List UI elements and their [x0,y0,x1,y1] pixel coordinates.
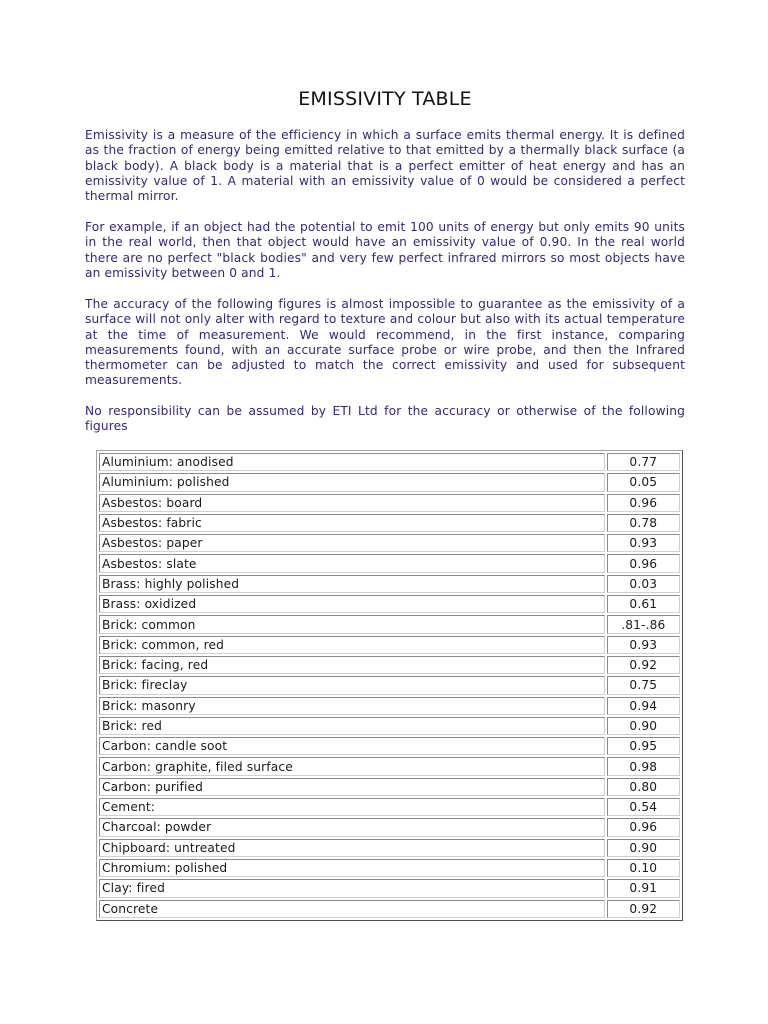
emissivity-value-cell: 0.92 [607,900,680,918]
emissivity-value-cell: 0.94 [607,697,680,715]
material-cell: Carbon: purified [99,778,605,796]
table-row [99,818,680,836]
emissivity-value-cell: 0.61 [607,595,680,613]
emissivity-value-cell: 0.91 [607,879,680,897]
table-row [99,757,680,775]
table-row [99,839,680,857]
table-row [99,717,680,735]
material-cell: Brick: red [99,717,605,735]
page-title: EMISSIVITY TABLE [298,88,472,110]
material-cell: Aluminium: anodised [99,453,605,471]
emissivity-table-container [96,450,683,921]
emissivity-value-cell: 0.54 [607,798,680,816]
material-cell: Brick: fireclay [99,676,605,694]
material-cell: Chromium: polished [99,859,605,877]
emissivity-value-cell: 0.78 [607,514,680,532]
table-row [99,595,680,613]
emissivity-value-cell: 0.92 [607,656,680,674]
emissivity-table [96,450,683,921]
emissivity-value-cell: 0.95 [607,737,680,755]
table-row [99,676,680,694]
table-row [99,697,680,715]
table-row [99,534,680,552]
material-cell: Aluminium: polished [99,473,605,491]
emissivity-value-cell: 0.93 [607,534,680,552]
emissivity-value-cell: .81-.86 [607,615,680,633]
emissivity-value-cell: 0.93 [607,636,680,654]
material-cell: Asbestos: paper [99,534,605,552]
table-row [99,778,680,796]
material-cell: Brick: masonry [99,697,605,715]
table-row [99,615,680,633]
material-cell: Asbestos: slate [99,554,605,572]
material-cell: Carbon: candle soot [99,737,605,755]
emissivity-value-cell: 0.80 [607,778,680,796]
material-cell: Brick: common [99,615,605,633]
table-row [99,554,680,572]
emissivity-value-cell: 0.05 [607,473,680,491]
table-row [99,636,680,654]
table-row [99,473,680,491]
table-row [99,494,680,512]
material-cell: Brass: oxidized [99,595,605,613]
disclaimer-paragraph: No responsibility can be assumed by ETI Ltd for the accuracy or otherwise of the following figures [85,404,685,434]
table-row [99,737,680,755]
material-cell: Brick: facing, red [99,656,605,674]
table-row [99,656,680,674]
material-cell: Brick: common, red [99,636,605,654]
table-row [99,575,680,593]
emissivity-value-cell: 0.90 [607,717,680,735]
emissivity-table-body [99,453,680,918]
accuracy-paragraph: The accuracy of the following figures is almost impossible to guarantee as the emissivity of a surface will not only alter with regard to texture and colour but also with its actual temperature at the time of measurement. We would recommend, in the first instance, comparing measurements found, with an accurate surface probe or wire probe, and then the Infrared thermometer can be adjusted to match the correct emissivity and used for subsequent measurements. [85,297,685,388]
emissivity-value-cell: 0.10 [607,859,680,877]
emissivity-value-cell: 0.96 [607,554,680,572]
emissivity-value-cell: 0.98 [607,757,680,775]
table-row [99,900,680,918]
table-row [99,514,680,532]
emissivity-value-cell: 0.77 [607,453,680,471]
emissivity-value-cell: 0.03 [607,575,680,593]
table-row [99,453,680,471]
emissivity-value-cell: 0.75 [607,676,680,694]
table-row [99,879,680,897]
material-cell: Carbon: graphite, filed surface [99,757,605,775]
material-cell: Cement: [99,798,605,816]
material-cell: Concrete [99,900,605,918]
intro-paragraph: Emissivity is a measure of the efficiency in which a surface emits thermal energy. It is defined as the fraction of energy being emitted relative to that emitted by a thermally black surface (a black body). A black body is a material that is a perfect emitter of heat energy and has an emissivity value of 1. A material with an emissivity value of 0 would be considered a perfect thermal mirror. [85,128,685,204]
example-paragraph: For example, if an object had the potential to emit 100 units of energy but only emits 90 units in the real world, then that object would have an emissivity value of 0.90. In the real world there are no perfect "black bodies" and very few perfect infrared mirrors so most objects have an emissivity between 0 and 1. [85,220,685,280]
emissivity-value-cell: 0.96 [607,494,680,512]
material-cell: Brass: highly polished [99,575,605,593]
emissivity-value-cell: 0.90 [607,839,680,857]
table-row [99,859,680,877]
table-row [99,798,680,816]
material-cell: Clay: fired [99,879,605,897]
material-cell: Charcoal: powder [99,818,605,836]
material-cell: Asbestos: board [99,494,605,512]
material-cell: Chipboard: untreated [99,839,605,857]
emissivity-value-cell: 0.96 [607,818,680,836]
material-cell: Asbestos: fabric [99,514,605,532]
